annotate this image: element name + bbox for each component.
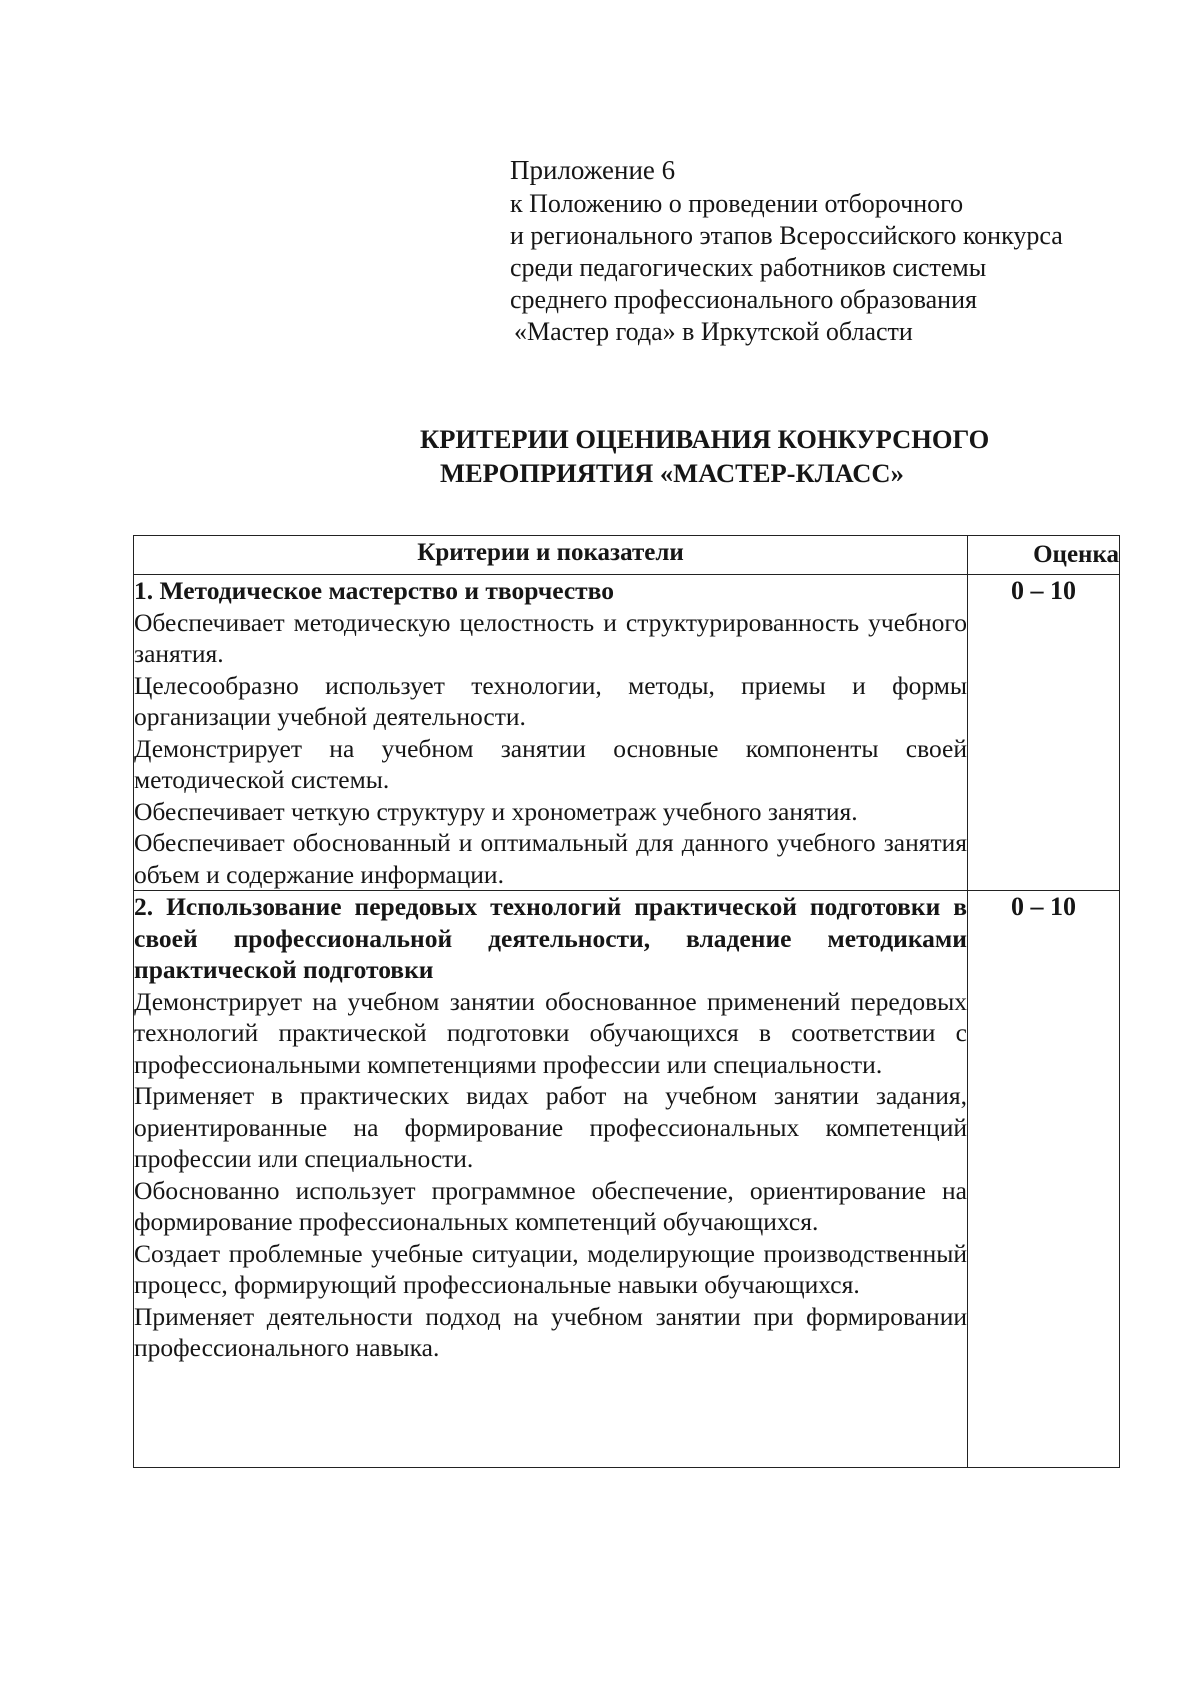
criterion-indicator: Обеспечивает обоснованный и оптимальный для данного учебного занятия объем и содержание информации. — [134, 828, 967, 889]
criterion-indicator: Обеспечивает четкую структуру и хронометраж учебного занятия. — [134, 796, 858, 826]
table-row — [134, 575, 1120, 891]
criteria-table — [133, 535, 1120, 1468]
score-cell: 0 – 10 — [968, 891, 1120, 1468]
table-row — [134, 891, 1120, 1468]
score-cell: 0 – 10 — [968, 575, 1120, 891]
appendix-line: «Мастер года» в Иркутской области — [514, 317, 913, 346]
table-header-row — [134, 536, 1120, 575]
appendix-line: среди педагогических работников системы — [510, 253, 987, 282]
criterion-indicator: Обоснованно использует программное обеспечение, ориентирование на формирование профессиональных компетенций обучающихся. — [134, 1175, 967, 1236]
appendix-line: к Положению о проведении отборочного — [510, 189, 964, 218]
criterion-heading: 2. Использование передовых технологий практической подготовки в своей профессиональной деятельности, владение методиками практической подготовки — [134, 892, 967, 984]
criterion-indicator: Применяет деятельности подход на учебном занятии при формировании профессионального навыка. — [134, 1301, 967, 1362]
criterion-indicator: Применяет в практических видах работ на учебном занятии задания, ориентированные на формирование профессиональных компетенций профессии или специальности. — [134, 1081, 967, 1173]
criterion-indicator: Целесообразно использует технологии, методы, приемы и формы организации учебной деятельности. — [134, 670, 967, 731]
column-header-score: Оценка — [968, 536, 1120, 575]
column-header-criteria: Критерии и показатели — [134, 536, 968, 575]
criterion-heading: 1. Методическое мастерство и творчество — [134, 576, 615, 605]
document-title-line-2: МЕРОПРИЯТИЯ «МАСТЕР-КЛАСС» — [440, 458, 904, 488]
document-title — [400, 422, 1040, 490]
criterion-indicator: Создает проблемные учебные ситуации, моделирующие производственный процесс, формирующий профессиональные навыки обучающихся. — [134, 1238, 967, 1299]
criterion-indicator: Обеспечивает методическую целостность и структурированность учебного занятия. — [134, 607, 967, 668]
criterion-indicator: Демонстрирует на учебном занятии основные компоненты своей методической системы. — [134, 733, 967, 794]
document-title-line-1: КРИТЕРИИ ОЦЕНИВАНИЯ КОНКУРСНОГО — [420, 424, 990, 454]
appendix-line: среднего профессионального образования — [510, 285, 977, 314]
criteria-cell — [134, 891, 968, 1468]
appendix-block — [510, 152, 1150, 348]
criterion-indicator: Демонстрирует на учебном занятии обоснованное применений передовых технологий практической подготовки обучающихся в соответствии с профессиональными компетенциями профессии или специальности. — [134, 986, 967, 1079]
criteria-cell — [134, 575, 968, 891]
appendix-title: Приложение 6 — [510, 155, 676, 185]
appendix-line: и регионального этапов Всероссийского конкурса — [510, 221, 1063, 250]
